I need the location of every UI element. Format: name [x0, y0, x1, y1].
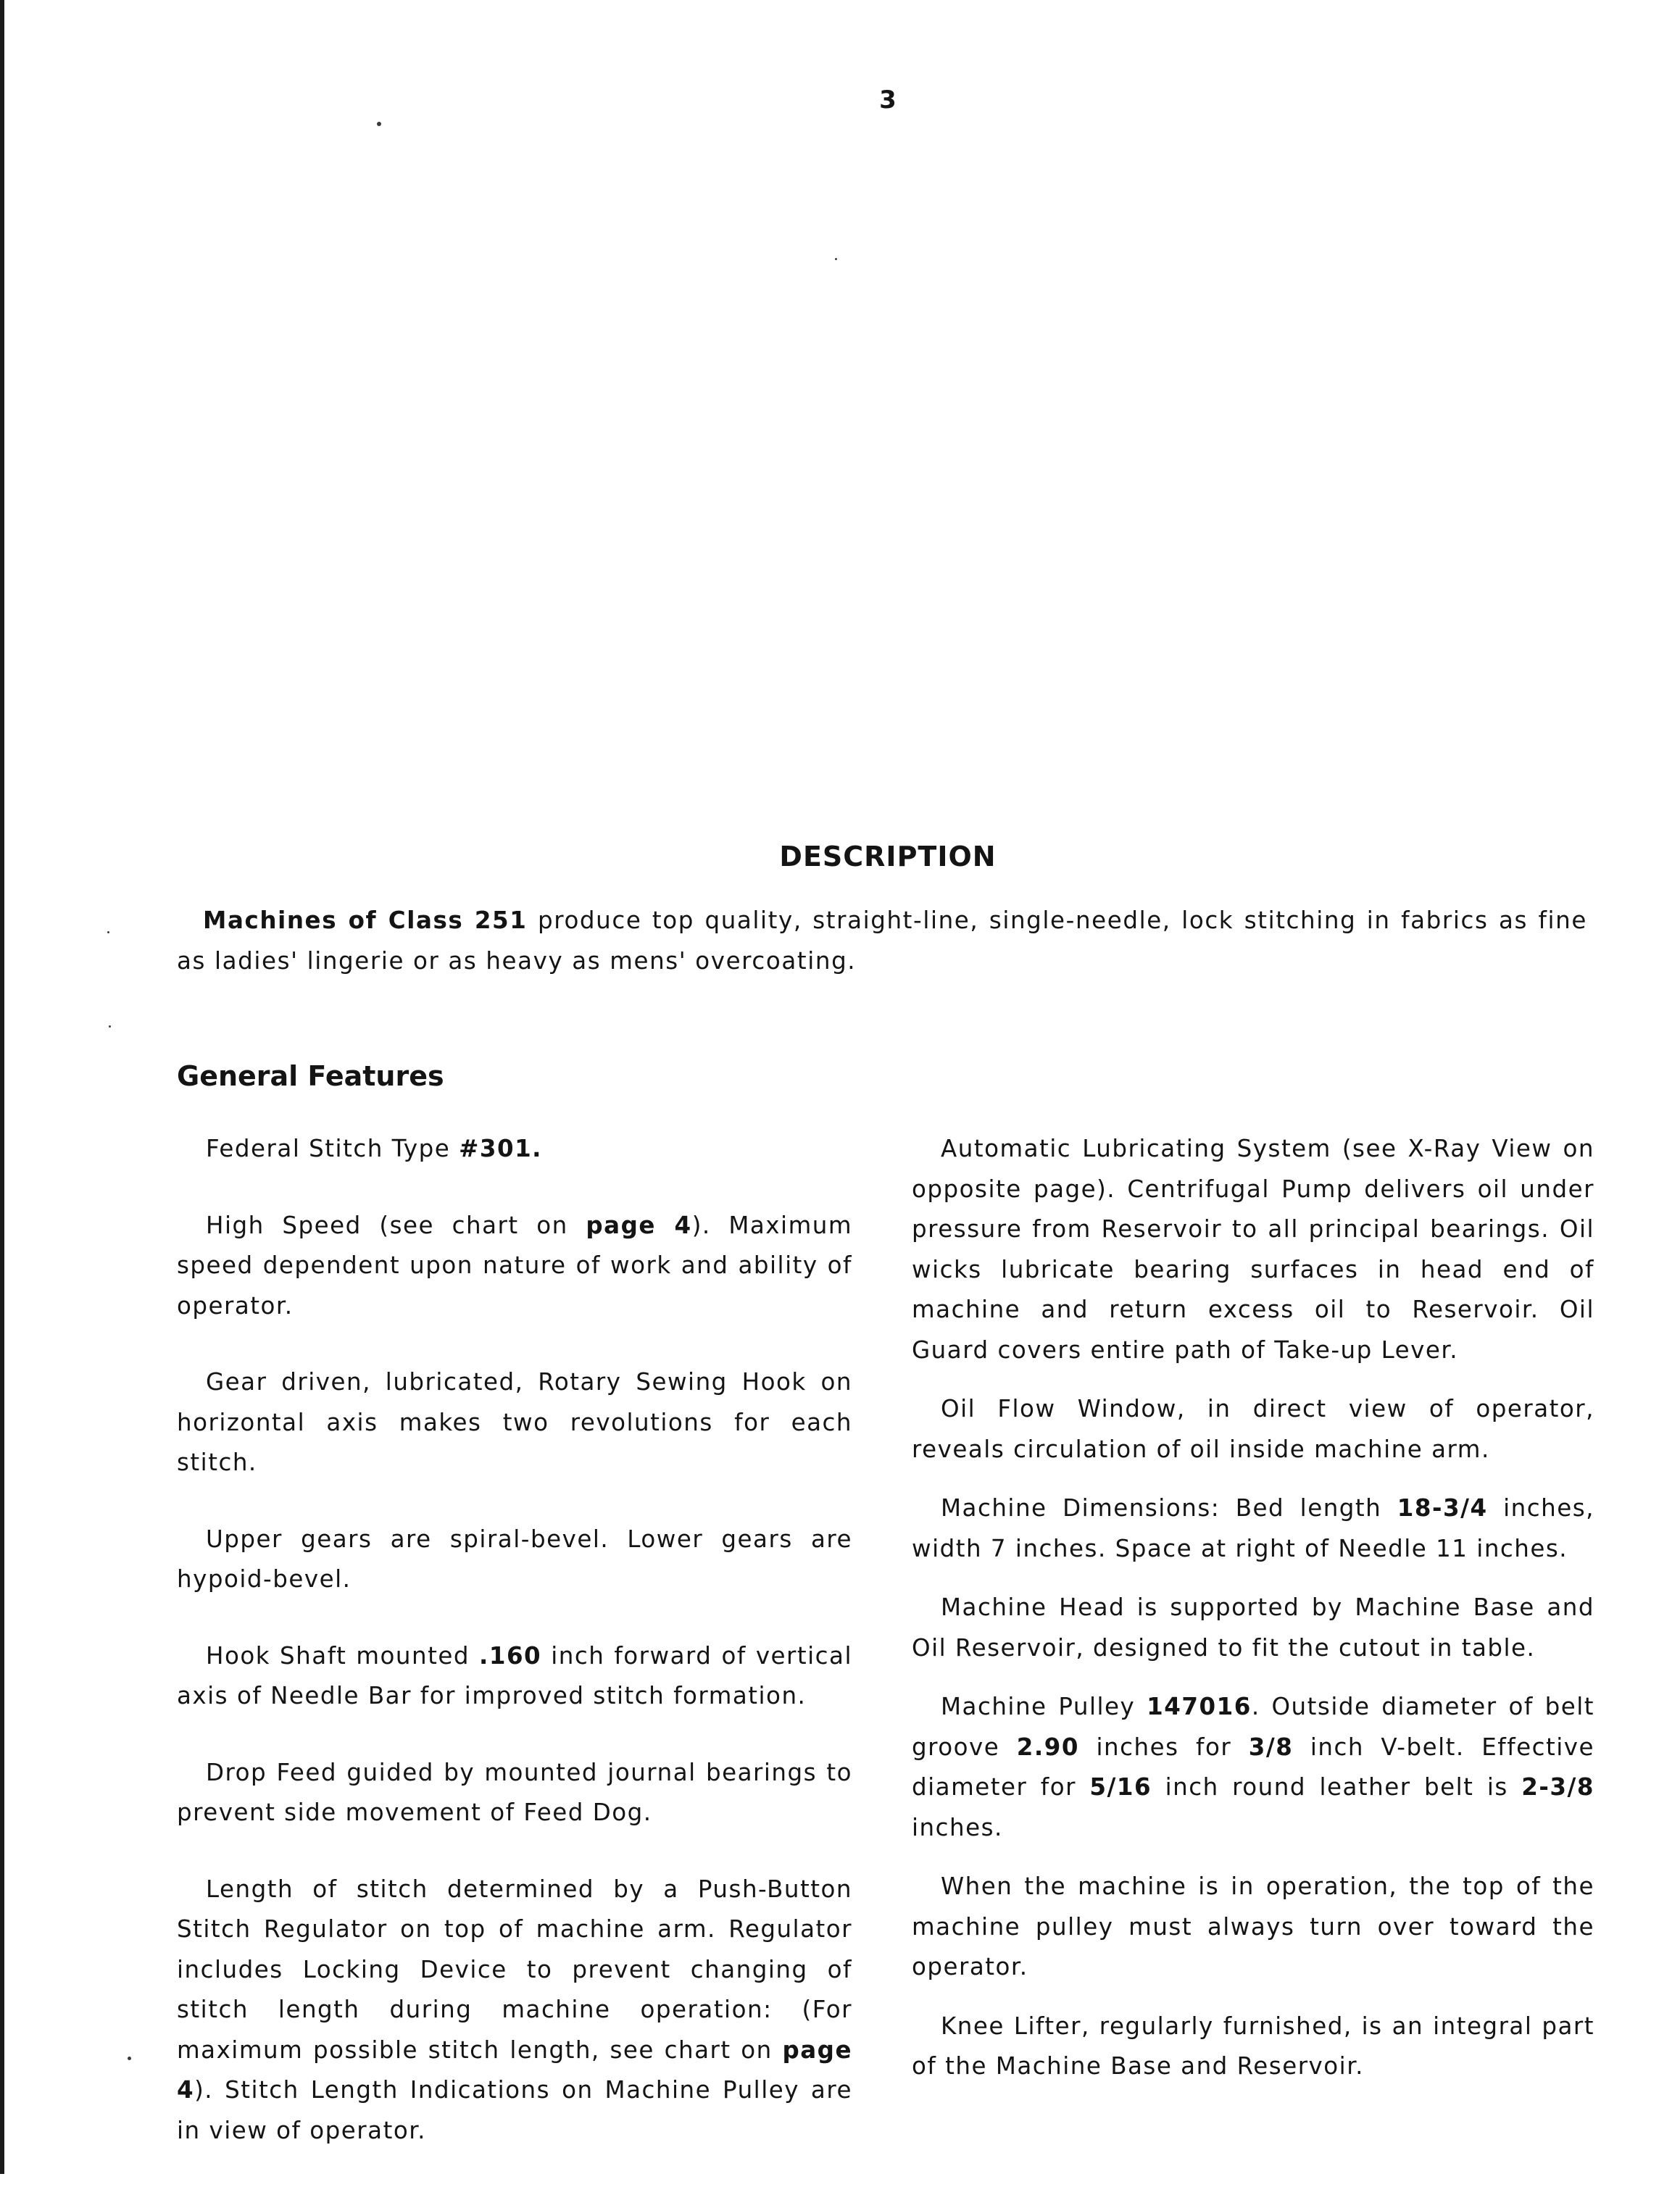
feature-bold-text: page 4: [586, 1211, 692, 1239]
feature-paragraph: [177, 1362, 852, 1483]
feature-paragraph: [912, 1588, 1594, 1668]
section-heading: General Features: [177, 1060, 444, 1092]
feature-text: Upper gears are spiral-bevel. Lower gears are hypoid-bevel.: [177, 1525, 852, 1593]
feature-text: High Speed (see chart on: [206, 1211, 586, 1239]
feature-paragraph: [177, 1520, 852, 1600]
page-edge-line: [0, 0, 4, 2174]
intro-text: produce top quality, straight-line, single-needle, lock stitching in fabrics as fine as ladies' lingerie or as heavy as mens' overcoating.: [177, 907, 1587, 975]
scan-speck: [109, 1025, 111, 1028]
feature-bold-text: #301.: [459, 1135, 543, 1162]
feature-text: Machine Head is supported by Machine Base and Oil Reservoir, designed to fit the cutout in table.: [912, 1594, 1594, 1662]
features-left-column: [177, 1129, 852, 2187]
feature-paragraph: [177, 1753, 852, 1833]
feature-text: Knee Lifter, regularly furnished, is an integral part of the Machine Base and Reservoir.: [912, 2012, 1594, 2080]
feature-paragraph: [912, 2007, 1594, 2087]
feature-text: Gear driven, lubricated, Rotary Sewing Hook on horizontal axis makes two revolutions for each stitch.: [177, 1368, 852, 1476]
feature-text: ). Stitch Length Indications on Machine Pulley are in view of operator.: [177, 2076, 852, 2144]
feature-paragraph: [177, 1870, 852, 2151]
feature-text: inches for: [1078, 1733, 1249, 1761]
feature-text: inch V-belt. Effective diameter for: [912, 1733, 1595, 1801]
features-right-column: [912, 1129, 1594, 2106]
feature-paragraph: [912, 1867, 1594, 1988]
page-title: DESCRIPTION: [779, 841, 997, 872]
feature-text: Machine Dimensions: Bed length: [941, 1494, 1397, 1522]
feature-text: Drop Feed guided by mounted journal bearings to prevent side movement of Feed Dog.: [177, 1758, 852, 1826]
feature-bold-text: 147016: [1147, 1693, 1252, 1720]
feature-text: Length of stitch determined by a Push-Button Stitch Regulator on top of machine arm. Regulator includes Locking Device to prevent changing of stitch length during machine operation: (For maximum possible stitch length, see chart on: [177, 1875, 852, 2064]
feature-text: ). Maximum speed dependent upon nature of work and ability of operator.: [177, 1211, 852, 1320]
feature-text: Oil Flow Window, in direct view of operator, reveals circulation of oil inside machine arm.: [912, 1395, 1594, 1463]
feature-paragraph: [912, 1129, 1594, 1370]
feature-paragraph: [912, 1687, 1594, 1848]
scan-speck: [835, 258, 837, 260]
feature-text: inches.: [912, 1813, 1003, 1841]
feature-paragraph: [177, 1129, 852, 1170]
feature-text: Machine Pulley: [941, 1693, 1147, 1720]
feature-bold-text: .160: [478, 1641, 542, 1670]
feature-paragraph: [912, 1389, 1594, 1470]
feature-text: Hook Shaft mounted: [206, 1641, 479, 1670]
feature-text: Automatic Lubricating System (see X-Ray View on opposite page). Centrifugal Pump delivers oil under pressure from Reservoir to all principal bearings. Oil wicks lubricate bearing surfaces in head end of machine and return excess oil to Reservoir. Oil Guard covers entire path of Take-up Lever.: [912, 1135, 1594, 1364]
feature-paragraph: [912, 1488, 1594, 1569]
feature-text: inch forward of vertical axis of Needle Bar for improved stitch formation.: [177, 1641, 852, 1709]
feature-bold-text: 18-3/4: [1397, 1494, 1488, 1522]
feature-text: When the machine is in operation, the top of the machine pulley must always turn over toward the operator.: [912, 1873, 1594, 1980]
scan-speck: [128, 2057, 131, 2060]
feature-paragraph: [177, 1636, 852, 1717]
feature-bold-text: 2-3/8: [1521, 1773, 1594, 1801]
intro-bold-lead: Machines of Class 251: [203, 907, 528, 934]
feature-paragraph: [177, 1206, 852, 1327]
scan-speck: [107, 931, 109, 933]
feature-bold-text: 2.90: [1016, 1733, 1079, 1761]
feature-text: Federal Stitch Type: [206, 1135, 459, 1162]
feature-bold-text: page 4: [177, 2036, 852, 2104]
feature-text: inch round leather belt is: [1152, 1773, 1522, 1801]
scan-speck: [377, 122, 381, 126]
page-number: 3: [879, 86, 897, 114]
feature-bold-text: 5/16: [1089, 1773, 1152, 1801]
feature-text: inches, width 7 inches. Space at right of Needle 11 inches.: [912, 1494, 1594, 1562]
feature-bold-text: 3/8: [1248, 1733, 1294, 1761]
intro-paragraph: [177, 900, 1587, 981]
feature-text: . Outside diameter of belt groove: [912, 1693, 1595, 1761]
